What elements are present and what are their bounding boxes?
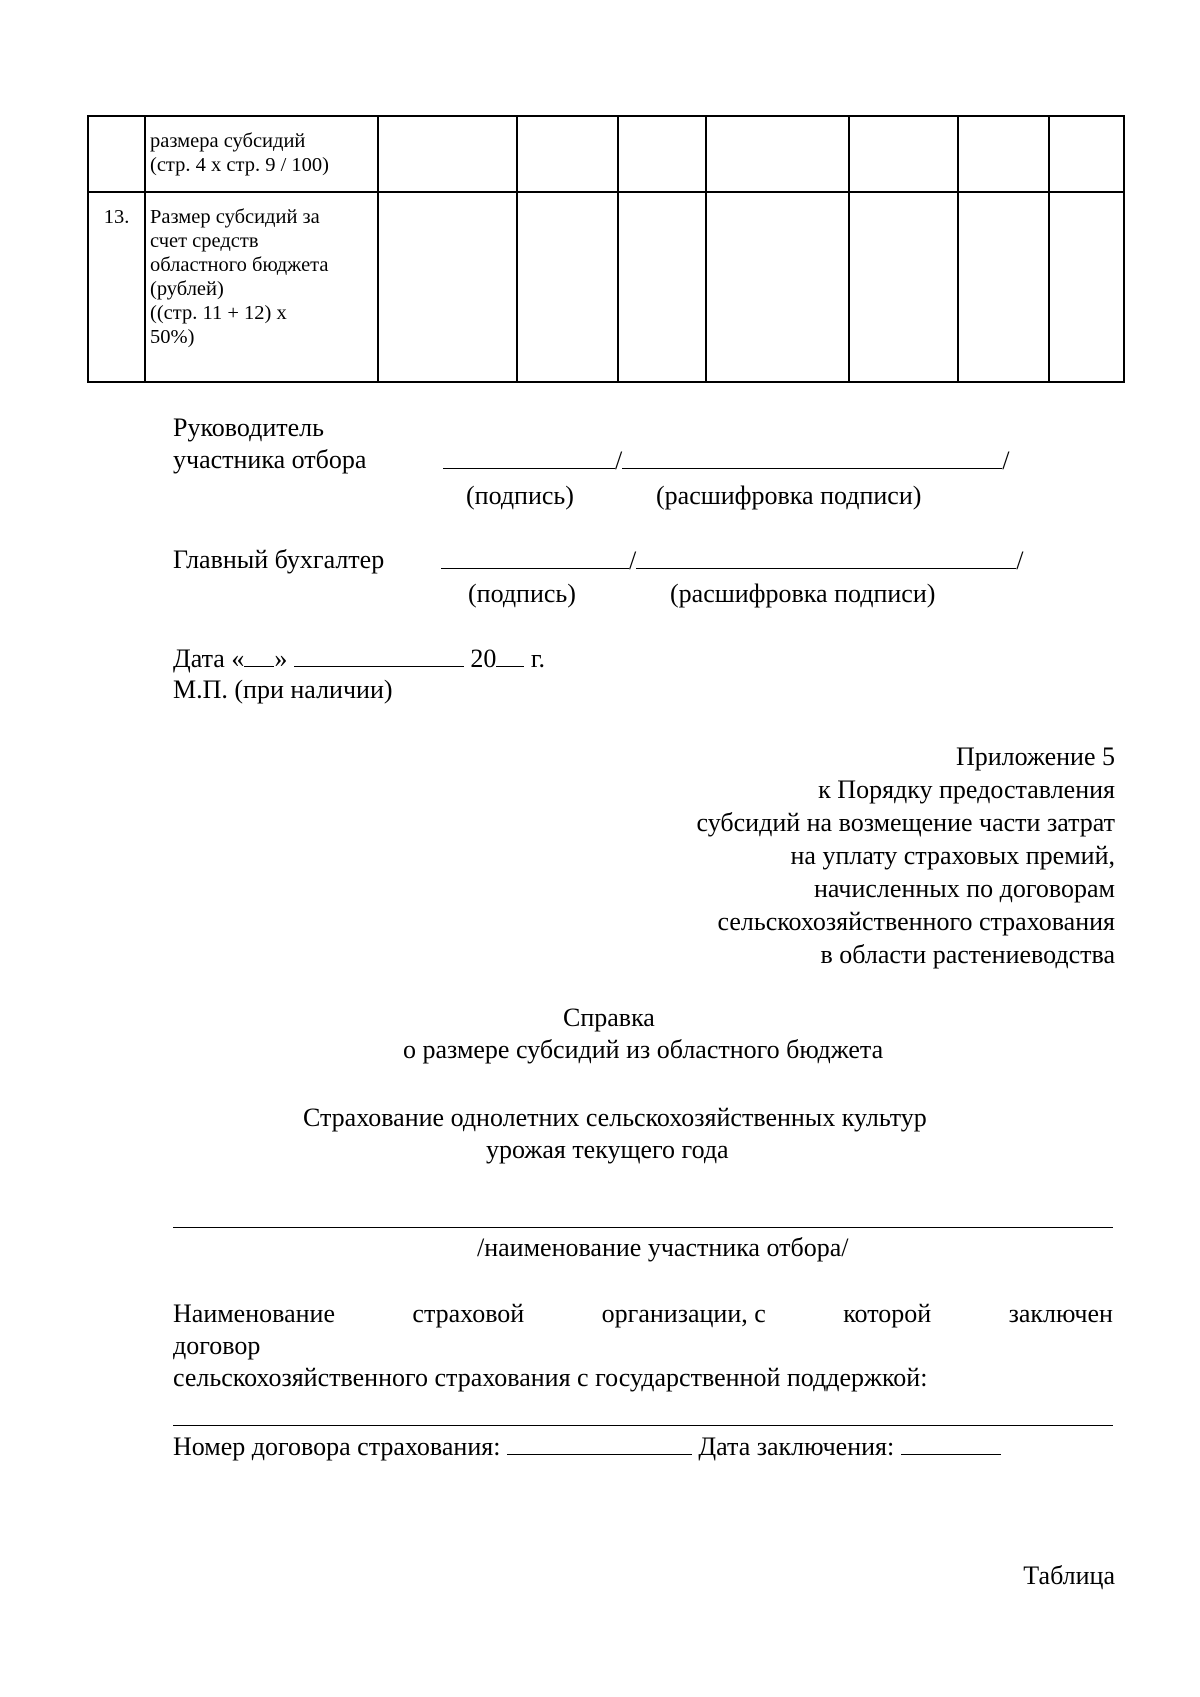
appendix-block: [697, 740, 1115, 971]
date-line: [173, 642, 545, 675]
slash: /: [615, 446, 623, 475]
row-label-line: (стр. 4 x стр. 9 / 100): [150, 154, 329, 176]
head-title-line2: участника отбора: [173, 445, 367, 474]
year-prefix: 20: [470, 644, 497, 673]
accountant-signature-line: [441, 544, 1023, 577]
decode-blank: [636, 544, 1016, 569]
table-cell: [706, 192, 849, 382]
decode-hint: (расшифровка подписи): [656, 481, 922, 510]
insurer-name-line: [173, 1425, 1113, 1426]
stamp-note: М.П. (при наличии): [173, 675, 393, 704]
table-cell: [618, 116, 706, 192]
appendix-line: в области растениеводства: [820, 940, 1115, 969]
insurance-line1: Страхование однолетних сельскохозяйственных культур: [303, 1103, 927, 1132]
appendix-line: начисленных по договорам: [813, 874, 1115, 903]
row-label-line: (рублей): [150, 278, 224, 300]
month-blank: [294, 642, 464, 667]
accountant-title: Главный бухгалтер: [173, 545, 385, 574]
slash: /: [629, 546, 637, 575]
appendix-line: к Порядку предоставления: [818, 775, 1115, 804]
day-blank: [244, 642, 274, 667]
year-suffix: г.: [524, 644, 546, 673]
insurer-word: организации, с: [601, 1299, 766, 1328]
table-label: Таблица: [1023, 1561, 1115, 1590]
sign-hint: (подпись): [468, 579, 576, 608]
row-label: [145, 192, 378, 382]
appendix-line: на уплату страховых премий,: [790, 841, 1115, 870]
table-cell: [958, 116, 1049, 192]
decode-blank: [622, 444, 1002, 469]
subsidy-table: [87, 115, 1125, 383]
table-cell: [849, 192, 958, 382]
row-label-line: ((стр. 11 + 12) x: [150, 302, 287, 324]
table-cell: [378, 116, 517, 192]
decode-hint: (расшифровка подписи): [670, 579, 936, 608]
insurer-line2: договор: [173, 1331, 261, 1360]
table-cell: [517, 116, 618, 192]
year-blank: [496, 642, 524, 667]
row-label-line: 50%): [150, 326, 195, 348]
row-label-line: размера субсидий: [150, 130, 306, 152]
date-close: »: [274, 644, 288, 673]
table-cell: [517, 192, 618, 382]
table-cell: [1049, 192, 1124, 382]
contract-date-blank: [901, 1430, 1001, 1455]
table-row: [88, 116, 1124, 192]
table-cell: [1049, 116, 1124, 192]
contract-date-label: Дата заключения:: [698, 1432, 895, 1461]
table-cell: [378, 192, 517, 382]
appendix-line: субсидий на возмещение части затрат: [696, 808, 1115, 837]
slash: /: [1002, 446, 1010, 475]
date-label: Дата «: [173, 644, 245, 673]
head-signature-line: [443, 444, 1009, 477]
contract-number-label: Номер договора страхования:: [173, 1432, 501, 1461]
row-number: [88, 116, 145, 192]
insurer-word: которой: [843, 1299, 932, 1328]
participant-hint: /наименование участника отбора/: [477, 1233, 849, 1262]
appendix-line: сельскохозяйственного страхования: [717, 907, 1115, 936]
table-cell: [618, 192, 706, 382]
signature-blank: [443, 444, 615, 469]
insurer-word: страховой: [412, 1299, 525, 1328]
insurer-line3: сельскохозяйственного страхования с государственной поддержкой:: [173, 1363, 928, 1392]
contract-number-blank: [507, 1430, 692, 1455]
insurance-line2: урожая текущего года: [486, 1135, 729, 1164]
certificate-subtitle: о размере субсидий из областного бюджета: [403, 1035, 884, 1064]
participant-name-line: [173, 1227, 1113, 1228]
row-number: 13.: [88, 192, 145, 382]
row-label-line: Размер субсидий за: [150, 206, 320, 228]
table-cell: [706, 116, 849, 192]
sign-hint: (подпись): [466, 481, 574, 510]
table-cell: [958, 192, 1049, 382]
appendix-line: Приложение 5: [955, 742, 1115, 771]
table-cell: [849, 116, 958, 192]
certificate-title: Справка: [563, 1003, 655, 1032]
signature-blank: [441, 544, 629, 569]
head-title-line1: Руководитель: [173, 413, 324, 442]
contract-line: [173, 1430, 1001, 1463]
insurer-word: Наименование: [173, 1299, 335, 1328]
insurer-word: заключен: [1008, 1299, 1113, 1328]
insurer-paragraph: [173, 1298, 1113, 1394]
table-row: [88, 192, 1124, 382]
slash: /: [1016, 546, 1024, 575]
row-label: [145, 116, 378, 192]
row-label-line: областного бюджета: [150, 254, 329, 276]
row-label-line: счет средств: [150, 230, 259, 252]
